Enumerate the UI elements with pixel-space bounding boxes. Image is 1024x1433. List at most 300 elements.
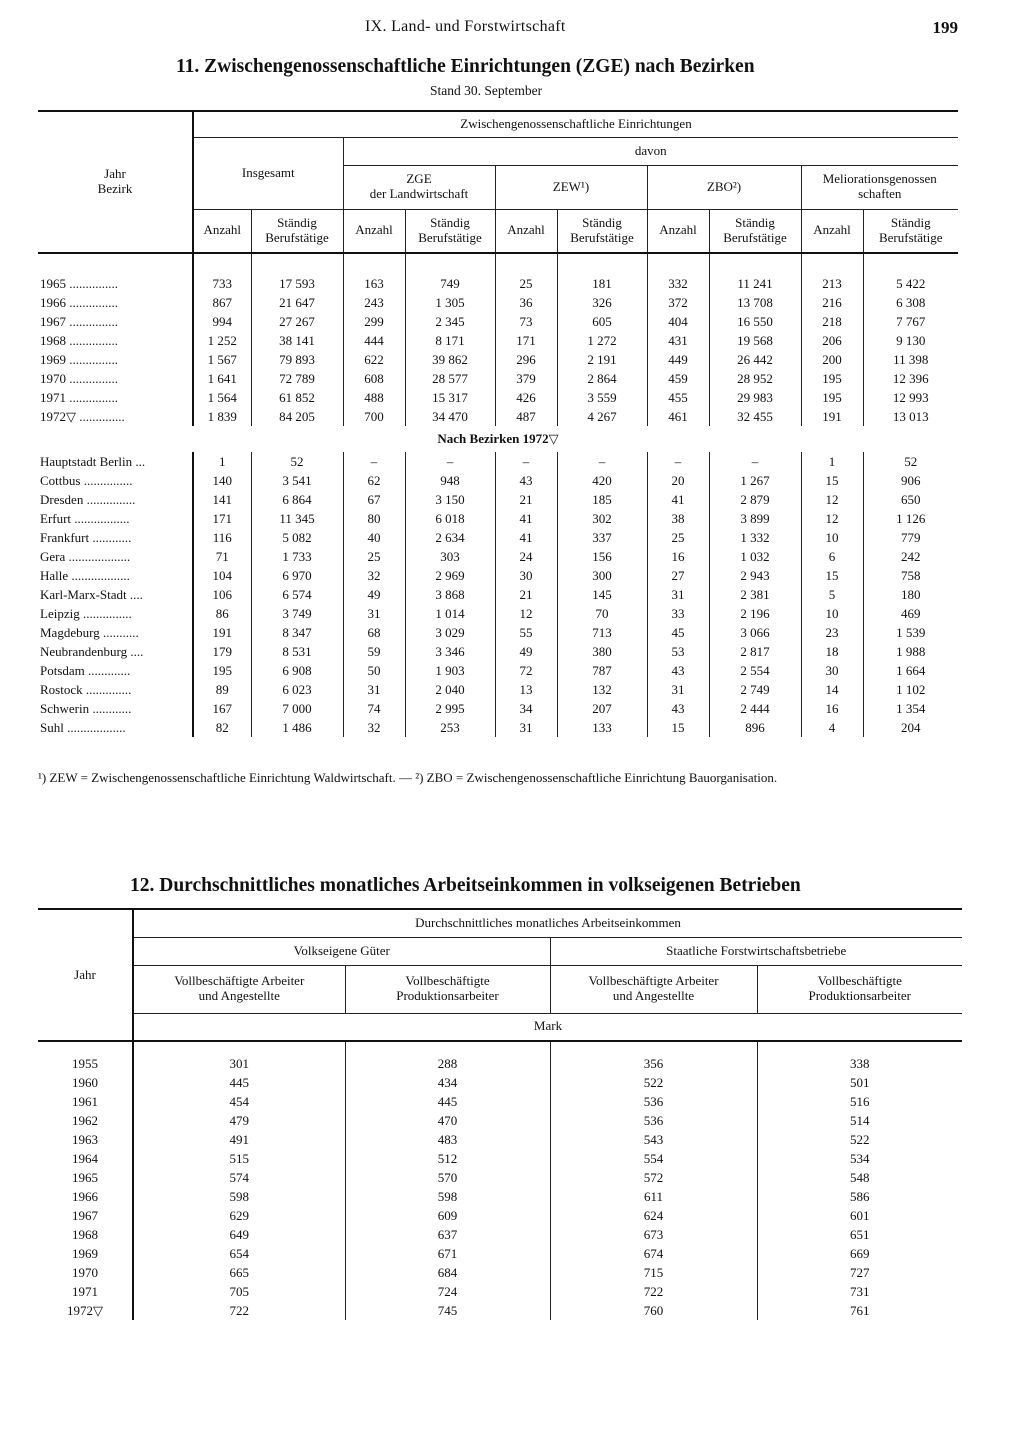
- cell: 1 903: [405, 661, 495, 680]
- cell: 722: [550, 1282, 757, 1301]
- cell: 1 567: [193, 350, 251, 369]
- cell: 637: [345, 1225, 550, 1244]
- cell: 216: [801, 293, 863, 312]
- cell: 1 332: [709, 528, 801, 547]
- cell: –: [495, 452, 557, 471]
- cell: 6 308: [863, 293, 958, 312]
- table11-footnote: ¹) ZEW = Zwischengenossenschaftliche Einrichtung Waldwirtschaft. — ²) ZBO = Zwischengenossenschaftliche Einrichtung Bauorganisation.: [38, 770, 778, 785]
- cell: 16: [647, 547, 709, 566]
- cell: 483: [345, 1130, 550, 1149]
- table-row: [38, 471, 958, 490]
- table11-title: 11. Zwischengenossenschaftliche Einrichtungen (ZGE) nach Bezirken: [176, 56, 755, 77]
- cell: 71: [193, 547, 251, 566]
- table-row: [38, 1111, 962, 1130]
- cell: 49: [495, 642, 557, 661]
- cell: 89: [193, 680, 251, 699]
- cell: 25: [495, 274, 557, 293]
- table11: [38, 110, 958, 737]
- cell: 5 082: [251, 528, 343, 547]
- cell: –: [709, 452, 801, 471]
- row-label: Cottbus ...............: [40, 473, 133, 488]
- cell: 548: [757, 1168, 962, 1187]
- cell: 515: [133, 1149, 345, 1168]
- cell: 1: [193, 452, 251, 471]
- table-row: [38, 680, 958, 699]
- cell: 116: [193, 528, 251, 547]
- cell: 779: [863, 528, 958, 547]
- cell: 2 943: [709, 566, 801, 585]
- cell: 598: [345, 1187, 550, 1206]
- cell: 514: [757, 1111, 962, 1130]
- cell: 6 018: [405, 509, 495, 528]
- cell: 32: [343, 718, 405, 737]
- cell: 6 023: [251, 680, 343, 699]
- col-head-anzahl: Anzahl: [193, 209, 251, 253]
- cell: 33: [647, 604, 709, 623]
- row-label: 1967: [72, 1208, 98, 1223]
- cell: 1 014: [405, 604, 495, 623]
- row-label: 1961: [72, 1094, 98, 1109]
- col-head-davon: davon: [343, 137, 958, 165]
- cell: 459: [647, 369, 709, 388]
- cell: 213: [801, 274, 863, 293]
- cell: 651: [757, 1225, 962, 1244]
- row-label: 1969: [72, 1246, 98, 1261]
- cell: 601: [757, 1206, 962, 1225]
- cell: 487: [495, 407, 557, 426]
- cell: 31: [343, 604, 405, 623]
- cell: 2 191: [557, 350, 647, 369]
- cell: 73: [495, 312, 557, 331]
- col-head-staendig: Ständig Berufstätige: [557, 209, 647, 253]
- cell: 72 789: [251, 369, 343, 388]
- cell: 1 032: [709, 547, 801, 566]
- cell: 11 345: [251, 509, 343, 528]
- cell: 5 422: [863, 274, 958, 293]
- cell: 84 205: [251, 407, 343, 426]
- cell: 41: [495, 528, 557, 547]
- cell: 181: [557, 274, 647, 293]
- cell: 104: [193, 566, 251, 585]
- cell: 61 852: [251, 388, 343, 407]
- cell: 3 541: [251, 471, 343, 490]
- cell: 731: [757, 1282, 962, 1301]
- cell: 654: [133, 1244, 345, 1263]
- cell: 700: [343, 407, 405, 426]
- cell: 543: [550, 1130, 757, 1149]
- cell: 420: [557, 471, 647, 490]
- cell: –: [343, 452, 405, 471]
- cell: 461: [647, 407, 709, 426]
- cell: 629: [133, 1206, 345, 1225]
- row-label: Gera ...................: [40, 549, 131, 564]
- cell: 3 346: [405, 642, 495, 661]
- table-row: [38, 1301, 962, 1320]
- cell: 30: [801, 661, 863, 680]
- table-row: [38, 718, 958, 737]
- cell: 3 029: [405, 623, 495, 642]
- cell: 356: [550, 1054, 757, 1073]
- cell: 622: [343, 350, 405, 369]
- col-head-forstwirtschaft: Staatliche Forstwirtschaftsbetriebe: [550, 937, 962, 965]
- cell: 1 564: [193, 388, 251, 407]
- table-row: [38, 407, 958, 426]
- cell: 163: [343, 274, 405, 293]
- cell: 191: [801, 407, 863, 426]
- cell: 31: [495, 718, 557, 737]
- cell: 195: [801, 369, 863, 388]
- row-label: Halle ..................: [40, 568, 130, 583]
- cell: 5: [801, 585, 863, 604]
- cell: 449: [647, 350, 709, 369]
- col-head-staendig: Ständig Berufstätige: [709, 209, 801, 253]
- cell: 195: [193, 661, 251, 680]
- cell: 156: [557, 547, 647, 566]
- row-label: Neubrandenburg ....: [40, 644, 144, 659]
- row-label: 1963: [72, 1132, 98, 1147]
- cell: 25: [343, 547, 405, 566]
- cell: 1 988: [863, 642, 958, 661]
- cell: 145: [557, 585, 647, 604]
- row-label: Erfurt .................: [40, 511, 130, 526]
- col-head-melioration: Meliorationsgenossen schaften: [801, 165, 958, 209]
- table12-title: 12. Durchschnittliches monatliches Arbeitseinkommen in volkseigenen Betrieben: [130, 875, 801, 896]
- cell: 4 267: [557, 407, 647, 426]
- row-label: Potsdam .............: [40, 663, 131, 678]
- table-row: [38, 1168, 962, 1187]
- cell: 3 559: [557, 388, 647, 407]
- cell: 23: [801, 623, 863, 642]
- cell: 49: [343, 585, 405, 604]
- cell: 1: [801, 452, 863, 471]
- table-row: [38, 350, 958, 369]
- table-row: [38, 1149, 962, 1168]
- cell: 733: [193, 274, 251, 293]
- cell: 491: [133, 1130, 345, 1149]
- cell: 536: [550, 1092, 757, 1111]
- cell: 15: [647, 718, 709, 737]
- row-label: Suhl ..................: [40, 720, 126, 735]
- cell: 31: [647, 680, 709, 699]
- cell: 12: [801, 509, 863, 528]
- cell: 13 708: [709, 293, 801, 312]
- cell: 758: [863, 566, 958, 585]
- row-label: Leipzig ...............: [40, 606, 132, 621]
- cell: 1 305: [405, 293, 495, 312]
- cell: 18: [801, 642, 863, 661]
- table-row: [38, 604, 958, 623]
- cell: 80: [343, 509, 405, 528]
- cell: 2 444: [709, 699, 801, 718]
- cell: 338: [757, 1054, 962, 1073]
- col-head-volkseigene-gueter: Volkseigene Güter: [133, 937, 550, 965]
- cell: 649: [133, 1225, 345, 1244]
- cell: 70: [557, 604, 647, 623]
- row-label: Karl-Marx-Stadt ....: [40, 587, 143, 602]
- cell: 30: [495, 566, 557, 585]
- cell: 1 126: [863, 509, 958, 528]
- cell: 745: [345, 1301, 550, 1320]
- cell: 479: [133, 1111, 345, 1130]
- cell: 140: [193, 471, 251, 490]
- cell: 25: [647, 528, 709, 547]
- row-label: 1964: [72, 1151, 98, 1166]
- cell: 6 908: [251, 661, 343, 680]
- cell: 303: [405, 547, 495, 566]
- cell: 206: [801, 331, 863, 350]
- cell: 302: [557, 509, 647, 528]
- cell: 624: [550, 1206, 757, 1225]
- cell: 1 272: [557, 331, 647, 350]
- cell: 200: [801, 350, 863, 369]
- cell: –: [557, 452, 647, 471]
- cell: 86: [193, 604, 251, 623]
- cell: 2 995: [405, 699, 495, 718]
- cell: 727: [757, 1263, 962, 1282]
- table-row: [38, 699, 958, 718]
- cell: 2 345: [405, 312, 495, 331]
- table-row: [38, 642, 958, 661]
- cell: 253: [405, 718, 495, 737]
- cell: 28 952: [709, 369, 801, 388]
- row-label: 1972▽ ..............: [40, 409, 125, 424]
- table-row: [38, 331, 958, 350]
- cell: 16: [801, 699, 863, 718]
- cell: 372: [647, 293, 709, 312]
- cell: 444: [343, 331, 405, 350]
- cell: 7 000: [251, 699, 343, 718]
- cell: 454: [133, 1092, 345, 1111]
- cell: 141: [193, 490, 251, 509]
- cell: 15: [801, 471, 863, 490]
- cell: 191: [193, 623, 251, 642]
- cell: 34 470: [405, 407, 495, 426]
- cell: 43: [647, 699, 709, 718]
- cell: 13 013: [863, 407, 958, 426]
- cell: 3 066: [709, 623, 801, 642]
- cell: 171: [193, 509, 251, 528]
- cell: 512: [345, 1149, 550, 1168]
- cell: 12 993: [863, 388, 958, 407]
- row-label: 1955: [72, 1056, 98, 1071]
- col-head-sfb-arbeiter: Vollbeschäftigte Arbeiter und Angestellte: [550, 965, 757, 1013]
- col-head-sfb-produktion: Vollbeschäftigte Produktionsarbeiter: [757, 965, 962, 1013]
- row-label: 1972▽: [67, 1303, 103, 1318]
- cell: 8 347: [251, 623, 343, 642]
- cell: 21: [495, 490, 557, 509]
- cell: 715: [550, 1263, 757, 1282]
- cell: 2 864: [557, 369, 647, 388]
- table-row: [38, 585, 958, 604]
- cell: 760: [550, 1301, 757, 1320]
- cell: 40: [343, 528, 405, 547]
- col-head-insgesamt: Insgesamt: [193, 137, 343, 209]
- cell: 21: [495, 585, 557, 604]
- cell: 6 864: [251, 490, 343, 509]
- cell: 243: [343, 293, 405, 312]
- table-row: [38, 1187, 962, 1206]
- cell: 32: [343, 566, 405, 585]
- cell: 14: [801, 680, 863, 699]
- cell: 12: [495, 604, 557, 623]
- table-row: [38, 274, 958, 293]
- cell: 72: [495, 661, 557, 680]
- cell: 684: [345, 1263, 550, 1282]
- cell: 62: [343, 471, 405, 490]
- col-head-vg-produktion: Vollbeschäftigte Produktionsarbeiter: [345, 965, 550, 1013]
- col-head-zge-top: Zwischengenossenschaftliche Einrichtungen: [193, 111, 958, 137]
- cell: 133: [557, 718, 647, 737]
- cell: 38 141: [251, 331, 343, 350]
- table-row: [38, 452, 958, 471]
- cell: 787: [557, 661, 647, 680]
- cell: 572: [550, 1168, 757, 1187]
- cell: 53: [647, 642, 709, 661]
- row-label: 1968: [72, 1227, 98, 1242]
- cell: 34: [495, 699, 557, 718]
- cell: 609: [345, 1206, 550, 1225]
- col-head-jahr-bezirk: Jahr Bezirk: [38, 111, 193, 253]
- cell: 7 767: [863, 312, 958, 331]
- row-label: 1960: [72, 1075, 98, 1090]
- cell: 27 267: [251, 312, 343, 331]
- cell: 9 130: [863, 331, 958, 350]
- cell: 106: [193, 585, 251, 604]
- cell: 38: [647, 509, 709, 528]
- cell: 665: [133, 1263, 345, 1282]
- cell: 179: [193, 642, 251, 661]
- cell: 31: [343, 680, 405, 699]
- cell: 605: [557, 312, 647, 331]
- cell: 132: [557, 680, 647, 699]
- cell: 426: [495, 388, 557, 407]
- cell: 570: [345, 1168, 550, 1187]
- cell: 43: [647, 661, 709, 680]
- cell: 2 969: [405, 566, 495, 585]
- cell: 554: [550, 1149, 757, 1168]
- cell: 6 574: [251, 585, 343, 604]
- cell: 3 868: [405, 585, 495, 604]
- cell: 1 267: [709, 471, 801, 490]
- cell: 431: [647, 331, 709, 350]
- row-label: 1965 ...............: [40, 276, 118, 291]
- cell: 296: [495, 350, 557, 369]
- cell: 32 455: [709, 407, 801, 426]
- row-label: 1967 ...............: [40, 314, 118, 329]
- cell: 74: [343, 699, 405, 718]
- cell: 1 252: [193, 331, 251, 350]
- col-head-jahr: Jahr: [38, 909, 133, 1041]
- cell: 82: [193, 718, 251, 737]
- cell: 722: [133, 1301, 345, 1320]
- cell: 10: [801, 528, 863, 547]
- col-head-staendig: Ständig Berufstätige: [863, 209, 958, 253]
- cell: 598: [133, 1187, 345, 1206]
- col-head-vg-arbeiter: Vollbeschäftigte Arbeiter und Angestellte: [133, 965, 345, 1013]
- cell: 2 381: [709, 585, 801, 604]
- cell: 379: [495, 369, 557, 388]
- row-label: Frankfurt ............: [40, 530, 132, 545]
- table-row: [38, 528, 958, 547]
- cell: 8 531: [251, 642, 343, 661]
- table-row: [38, 312, 958, 331]
- row-label: 1962: [72, 1113, 98, 1128]
- col-head-zge-landwirtschaft: ZGE der Landwirtschaft: [343, 165, 495, 209]
- cell: 2 749: [709, 680, 801, 699]
- cell: 8 171: [405, 331, 495, 350]
- cell: 536: [550, 1111, 757, 1130]
- cell: 4: [801, 718, 863, 737]
- table-row: [38, 1206, 962, 1225]
- col-head-anzahl: Anzahl: [801, 209, 863, 253]
- col-head-zbo: ZBO²): [647, 165, 801, 209]
- cell: 948: [405, 471, 495, 490]
- cell: 52: [863, 452, 958, 471]
- cell: 41: [495, 509, 557, 528]
- table-row: [38, 1054, 962, 1073]
- cell: 488: [343, 388, 405, 407]
- row-label: 1970 ...............: [40, 371, 118, 386]
- cell: 20: [647, 471, 709, 490]
- table11-subtitle: Stand 30. September: [430, 83, 543, 98]
- cell: 2 196: [709, 604, 801, 623]
- cell: 15: [801, 566, 863, 585]
- row-label: Dresden ...............: [40, 492, 136, 507]
- cell: 242: [863, 547, 958, 566]
- cell: 445: [133, 1073, 345, 1092]
- cell: 671: [345, 1244, 550, 1263]
- cell: 469: [863, 604, 958, 623]
- cell: 455: [647, 388, 709, 407]
- cell: 3 150: [405, 490, 495, 509]
- cell: –: [647, 452, 709, 471]
- cell: 906: [863, 471, 958, 490]
- table-row: [38, 1282, 962, 1301]
- table-row: [38, 1130, 962, 1149]
- table-row: [38, 623, 958, 642]
- cell: 445: [345, 1092, 550, 1111]
- cell: 10: [801, 604, 863, 623]
- cell: 3 899: [709, 509, 801, 528]
- cell: 1 664: [863, 661, 958, 680]
- cell: 1 839: [193, 407, 251, 426]
- table-row: [38, 566, 958, 585]
- cell: 171: [495, 331, 557, 350]
- cell: 299: [343, 312, 405, 331]
- col-head-staendig: Ständig Berufstätige: [405, 209, 495, 253]
- cell: 36: [495, 293, 557, 312]
- cell: 6 970: [251, 566, 343, 585]
- col-head-anzahl: Anzahl: [343, 209, 405, 253]
- table-row: [38, 509, 958, 528]
- cell: 896: [709, 718, 801, 737]
- row-label: Rostock ..............: [40, 682, 132, 697]
- cell: 301: [133, 1054, 345, 1073]
- row-label: 1966 ...............: [40, 295, 118, 310]
- cell: 79 893: [251, 350, 343, 369]
- row-label: Magdeburg ...........: [40, 625, 139, 640]
- cell: 45: [647, 623, 709, 642]
- table-row: [38, 661, 958, 680]
- col-head-anzahl: Anzahl: [495, 209, 557, 253]
- col-head-staendig: Ständig Berufstätige: [251, 209, 343, 253]
- cell: 67: [343, 490, 405, 509]
- cell: 195: [801, 388, 863, 407]
- cell: 749: [405, 274, 495, 293]
- page-number: 199: [932, 18, 958, 37]
- cell: 1 539: [863, 623, 958, 642]
- cell: 380: [557, 642, 647, 661]
